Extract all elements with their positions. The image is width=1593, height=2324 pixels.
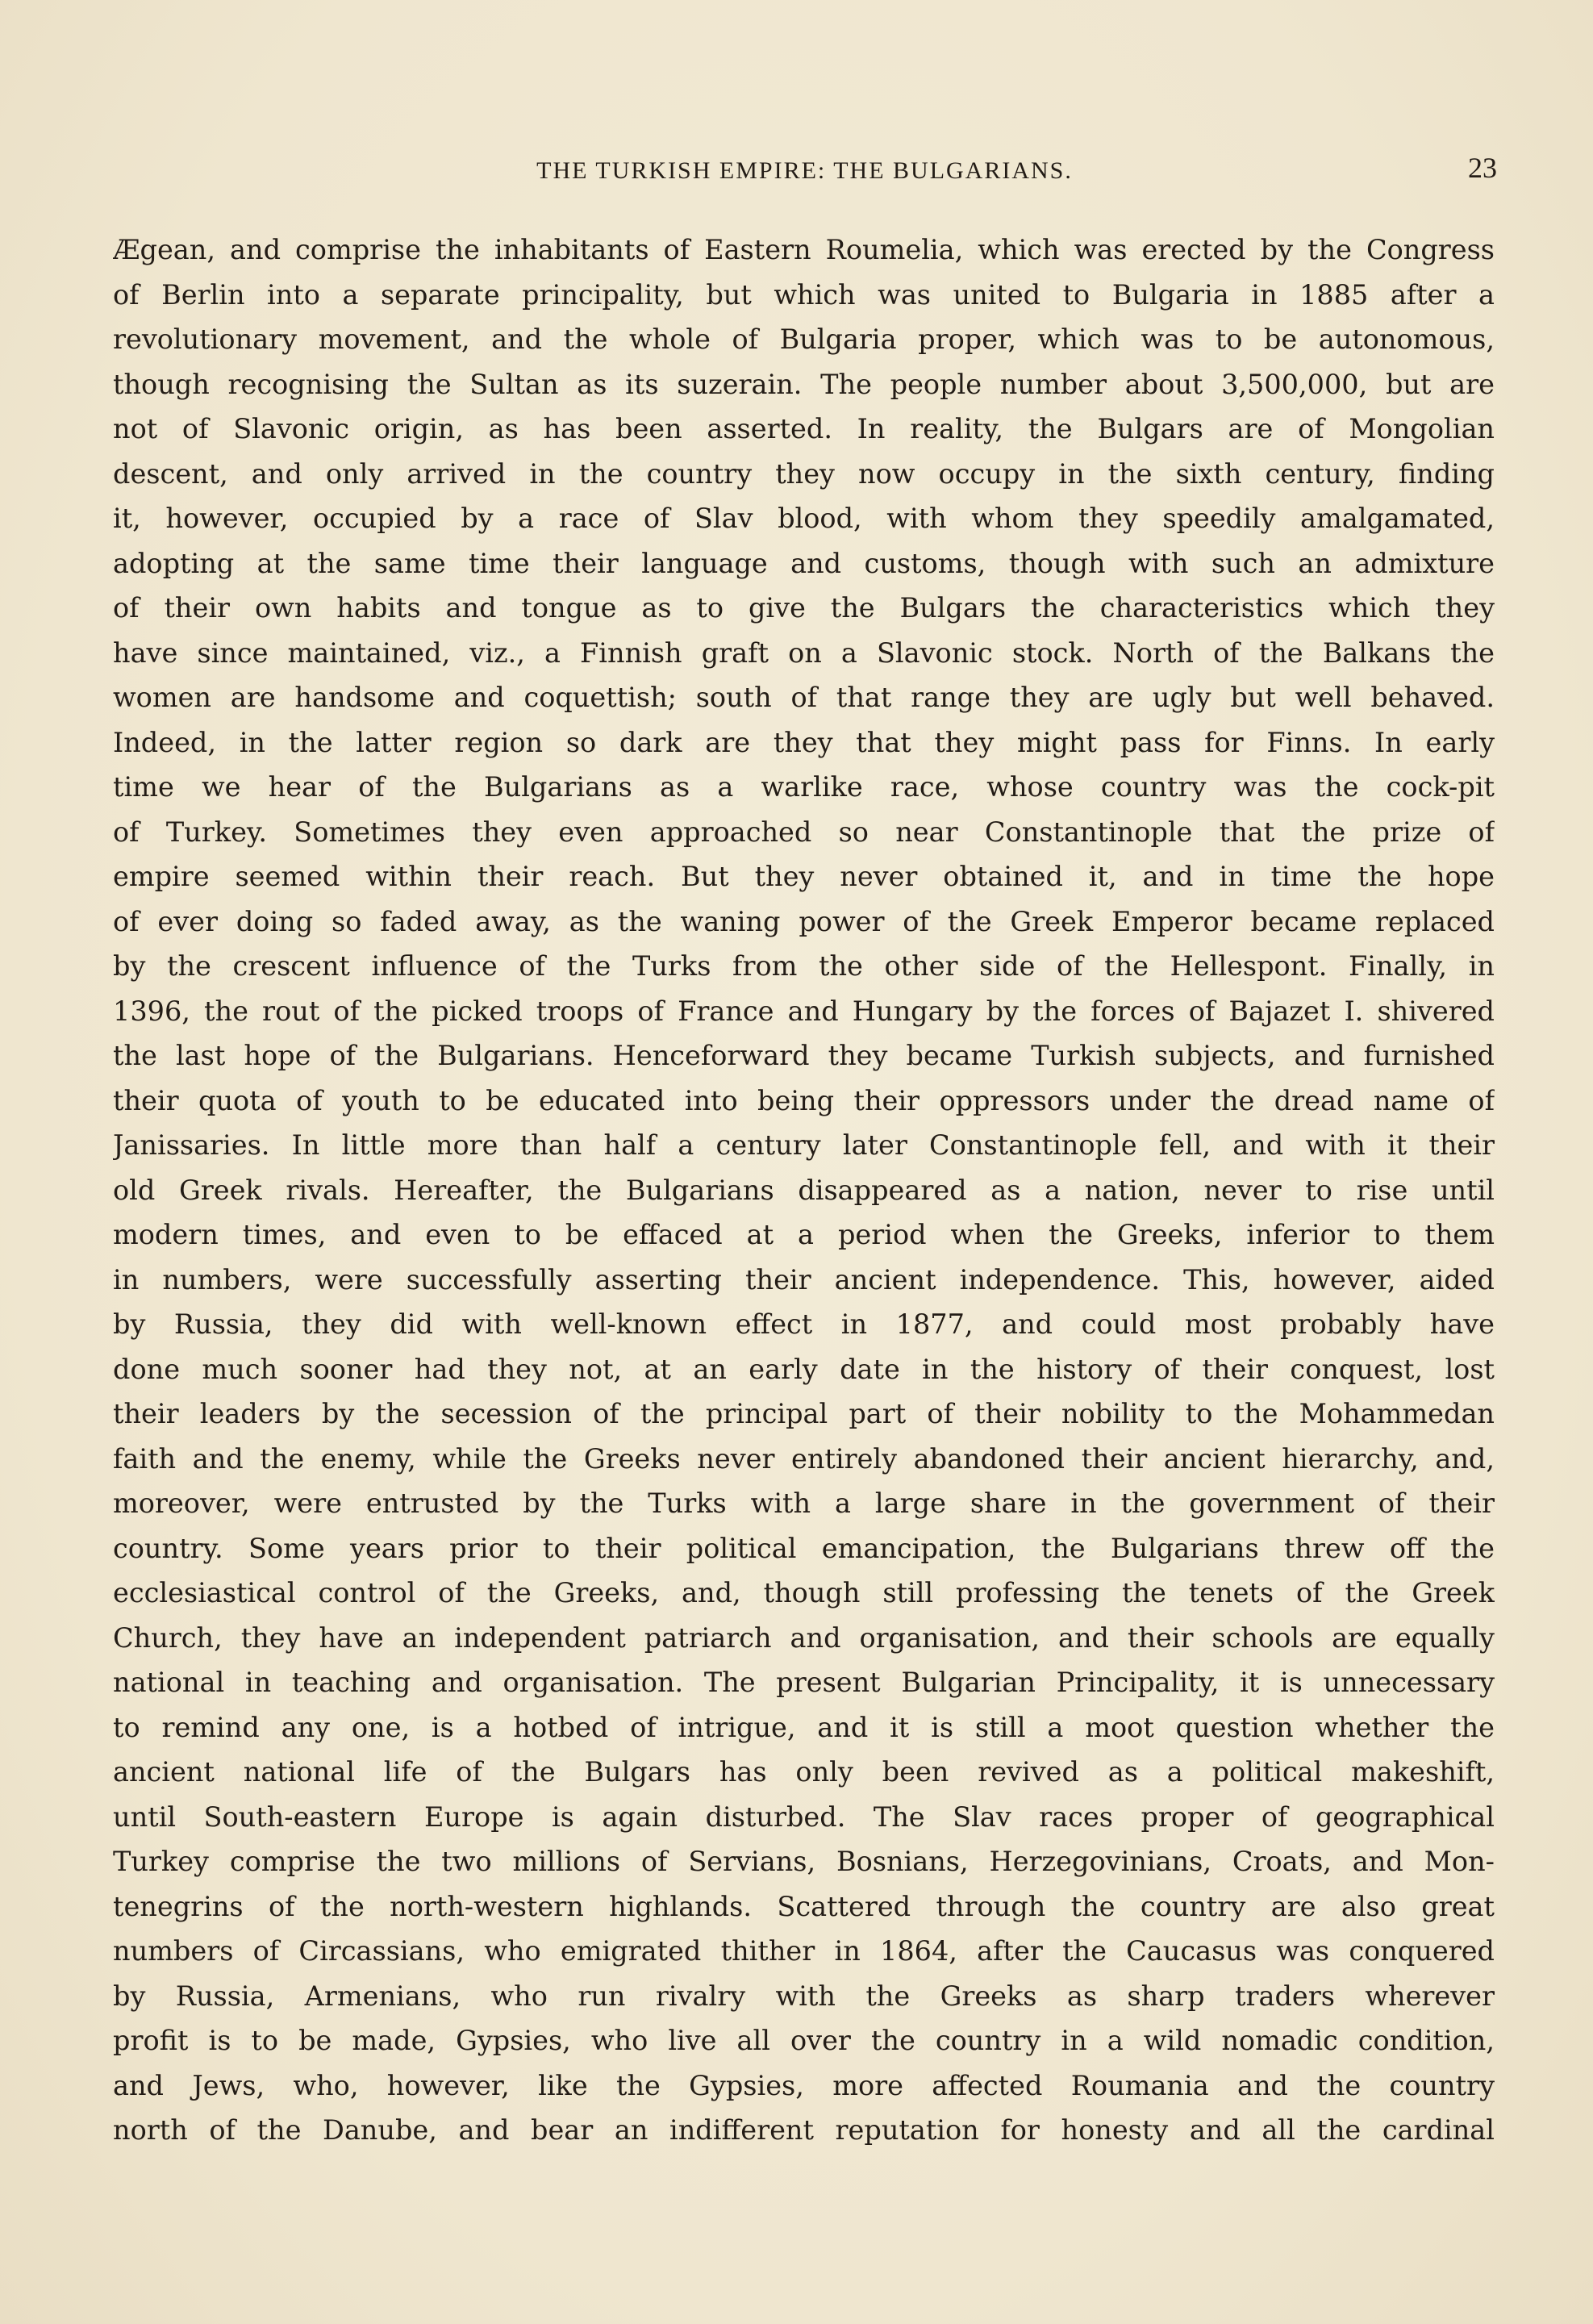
text-line: revolutionary movement, and the whole of Bulgaria proper, which was to be autonomous,	[113, 323, 1495, 355]
running-title: THE TURKISH EMPIRE: THE BULGARIANS.	[536, 157, 1073, 184]
text-line: modern times, and even to be effaced at a period when the Greeks, inferior to them	[113, 1219, 1495, 1250]
text-line: Janissaries. In little more than half a century later Constantinople fell, and with it their	[113, 1129, 1495, 1161]
running-head	[0, 152, 1593, 187]
text-line: Ægean, and comprise the inhabitants of Eastern Roumelia, which was erected by the Congress	[113, 234, 1495, 265]
text-line: until South-eastern Europe is again disturbed. The Slav races proper of geographical	[113, 1800, 1495, 1833]
text-line: of Berlin into a separate principality, but which was united to Bulgaria in 1885 after a	[113, 278, 1495, 311]
text-line: not of Slavonic origin, as has been asserted. In reality, the Bulgars are of Mongolian	[113, 413, 1495, 444]
text-line: national in teaching and organisation. The present Bulgarian Principality, it is unnecessary	[113, 1667, 1495, 1698]
text-line: though recognising the Sultan as its suzerain. The people number about 3,500,000, but are	[113, 368, 1495, 400]
text-line: of Turkey. Sometimes they even approached so near Constantinople that the prize of	[113, 816, 1495, 848]
text-line: numbers of Circassians, who emigrated thither in 1864, after the Caucasus was conquered	[113, 1935, 1495, 1967]
text-line: country. Some years prior to their political emancipation, the Bulgarians threw off the	[113, 1532, 1495, 1564]
text-line: empire seemed within their reach. But they never obtained it, and in time the hope	[113, 861, 1495, 892]
text-line: moreover, were entrusted by the Turks with a large share in the government of their	[113, 1487, 1495, 1519]
text-line: profit is to be made, Gypsies, who live all over the country in a wild nomadic condition,	[113, 2025, 1495, 2056]
text-line: the last hope of the Bulgarians. Henceforward they became Turkish subjects, and furnished	[113, 1040, 1495, 1071]
text-line: old Greek rivals. Hereafter, the Bulgarians disappeared as a nation, never to rise until	[113, 1174, 1495, 1206]
text-line: of their own habits and tongue as to give the Bulgars the characteristics which they	[113, 592, 1495, 624]
text-line: Church, they have an independent patriarch and organisation, and their schools are equally	[113, 1621, 1495, 1654]
text-line: by the crescent influence of the Turks from the other side of the Hellespont. Finally, in	[113, 950, 1495, 982]
text-line: and Jews, who, however, like the Gypsies, more affected Roumania and the country	[113, 2069, 1495, 2101]
text-line: Indeed, in the latter region so dark are they that they might pass for Finns. In early	[113, 726, 1495, 758]
text-line: time we hear of the Bulgarians as a warlike race, whose country was the cock-pit	[113, 771, 1495, 803]
text-line: it, however, occupied by a race of Slav blood, with whom they speedily amalgamated,	[113, 503, 1495, 534]
text-line: ancient national life of the Bulgars has only been revived as a political makeshift,	[113, 1756, 1495, 1788]
text-line: their leaders by the secession of the principal part of their nobility to the Mohammedan	[113, 1398, 1495, 1429]
text-line: in numbers, were successfully asserting their ancient independence. This, however, aided	[113, 1263, 1495, 1296]
text-line: women are handsome and coquettish; south of that range they are ugly but well behaved.	[113, 682, 1495, 713]
text-line: north of the Danube, and bear an indifferent reputation for honesty and all the cardinal	[113, 2114, 1495, 2146]
text-line: 1396, the rout of the picked troops of France and Hungary by the forces of Bajazet I. shivered	[113, 995, 1495, 1027]
text-line: by Russia, Armenians, who run rivalry with the Greeks as sharp traders wherever	[113, 1980, 1495, 2012]
text-line: adopting at the same time their language and customs, though with such an admixture	[113, 547, 1495, 579]
text-line: descent, and only arrived in the country they now occupy in the sixth century, finding	[113, 457, 1495, 490]
text-line: Turkey comprise the two millions of Servians, Bosnians, Herzegovinians, Croats, and Mon-	[113, 1846, 1495, 1877]
text-line: ecclesiastical control of the Greeks, and, though still professing the tenets of the Greek	[113, 1577, 1495, 1608]
text-line: their quota of youth to be educated into being their oppressors under the dread name of	[113, 1084, 1495, 1116]
body-text	[113, 227, 1495, 2153]
text-line: tenegrins of the north-western highlands. Scattered through the country are also great	[113, 1890, 1495, 1922]
text-line: to remind any one, is a hotbed of intrigue, and it is still a moot question whether the	[113, 1711, 1495, 1743]
text-line: faith and the enemy, while the Greeks never entirely abandoned their ancient hierarchy, and,	[113, 1442, 1495, 1475]
text-line: have since maintained, viz., a Finnish graft on a Slavonic stock. North of the Balkans the	[113, 636, 1495, 669]
text-line: of ever doing so faded away, as the waning power of the Greek Emperor became replaced	[113, 905, 1495, 937]
text-line: done much sooner had they not, at an early date in the history of their conquest, lost	[113, 1353, 1495, 1385]
page-number: 23	[1468, 152, 1497, 184]
text-line: by Russia, they did with well-known effect in 1877, and could most probably have	[113, 1308, 1495, 1340]
